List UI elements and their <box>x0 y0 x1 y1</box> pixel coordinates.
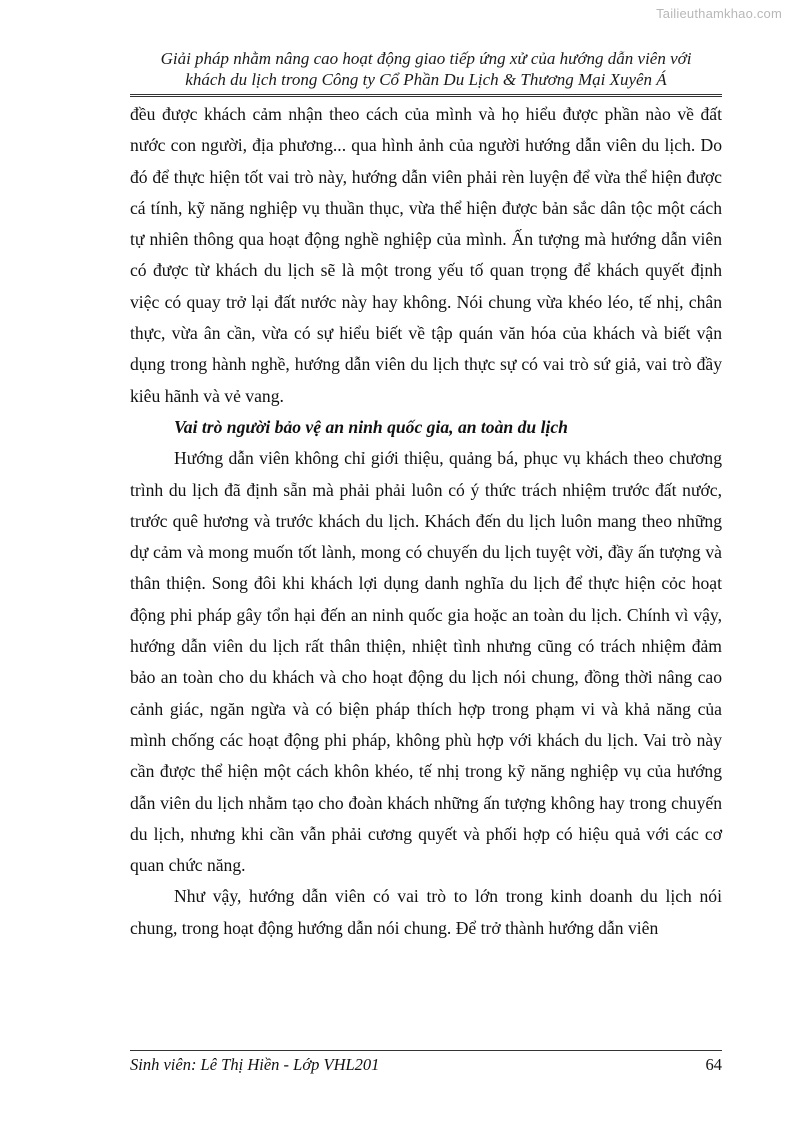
page-body <box>130 99 722 944</box>
footer-divider <box>130 1050 722 1051</box>
footer-student-info: Sinh viên: Lê Thị Hiền - Lớp VHL201 <box>130 1055 380 1074</box>
body-paragraph-continued: đều được khách cảm nhận theo cách của mình và họ hiểu được phần nào về đất nước con người, địa phương... qua hình ảnh của người hướng dẫn viên du lịch. Do đó để thực hiện tốt vai trò này, hướng dẫn viên phải rèn luyện để vừa thể hiện được cá tính, kỹ năng nghiệp vụ thuần thục, vừa thể hiện được bản sắc dân tộc một cách tự nhiên thông qua hoạt động nghề nghiệp của mình. Ấn tượng mà hướng dẫn viên có được từ khách du lịch sẽ là một trong yếu tố quan trọng để khách quyết định việc có quay trở lại đất nước này hay không. Nói chung vừa khéo léo, tế nhị, chân thực, vừa ân cần, vừa có sự hiểu biết về tập quán văn hóa của khách và biết vận dụng trong hành nghề, hướng dẫn viên du lịch thực sự có vai trò sứ giả, vai trò đầy kiêu hãnh và vẻ vang. <box>130 104 722 406</box>
running-header <box>130 48 722 90</box>
header-divider <box>130 94 722 97</box>
header-line-1: Giải pháp nhằm nâng cao hoạt động giao tiếp ứng xử của hướng dẫn viên với <box>160 49 692 68</box>
section-heading: Vai trò người bảo vệ an ninh quốc gia, an toàn du lịch <box>174 416 568 437</box>
body-paragraph-3: Như vậy, hướng dẫn viên có vai trò to lớn trong kinh doanh du lịch nói chung, trong hoạt động hướng dẫn nói chung. Để trở thành hướng dẫn viên <box>130 886 722 938</box>
body-paragraph-2: Hướng dẫn viên không chỉ giới thiệu, quảng bá, phục vụ khách theo chương trình du lịch đã định sẵn mà phải phải luôn có ý thức trách nhiệm trước đất nước, trước quê hương và trước khách du lịch. Khách đến du lịch luôn mang theo những dự cảm và mong muốn tốt lành, mong có chuyến du lịch tuyệt vời, đầy ấn tượng và thân thiện. Song đôi khi khách lợi dụng danh nghĩa du lịch để thực hiện cỏc hoạt động phi pháp gây tổn hại đến an ninh quốc gia hoặc an toàn du lịch. Chính vì vậy, hướng dẫn viên du lịch rất thân thiện, nhiệt tình nhưng cũng có trách nhiệm đảm bảo an toàn cho du khách và cho hoạt động du lịch nói chung, đồng thời nâng cao cảnh giác, ngăn ngừa và có biện pháp thích hợp trong phạm vi và khả năng của mình chống các hoạt động phi pháp, không phù hợp với khách du lịch. Vai trò này cần được thể hiện một cách khôn khéo, tế nhị trong kỹ năng nghiệp vụ của hướng dẫn viên du lịch nhằm tạo cho đoàn khách những ấn tượng không hay trong chuyến du lịch, nhưng khi cần vẫn phải cương quyết và phối hợp có hiệu quả với các cơ quan chức năng. <box>130 448 722 876</box>
watermark-text: Tailieuthamkhao.com <box>656 6 782 21</box>
page-number: 64 <box>705 1055 722 1074</box>
page-footer <box>130 1053 722 1077</box>
header-line-2: khách du lịch trong Công ty Cổ Phần Du Lịch & Thương Mại Xuyên Á <box>185 70 667 89</box>
